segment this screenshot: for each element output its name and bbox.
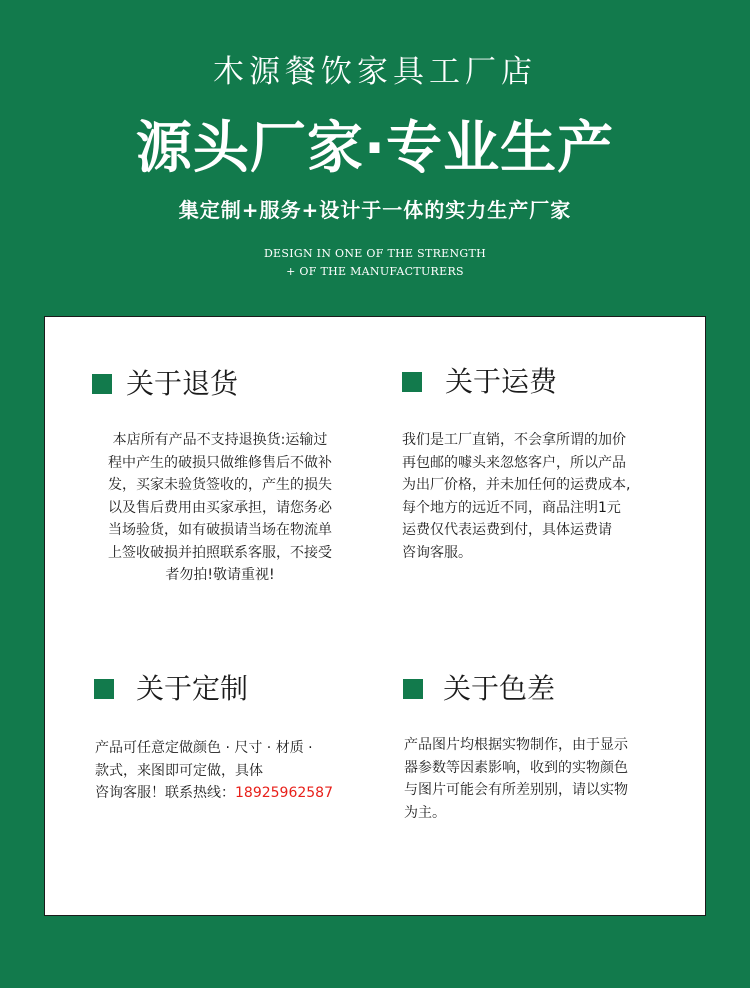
text-line: 程中产生的破损只做维修售后不做补 bbox=[108, 454, 332, 471]
text-line: 器参数等因素影响，收到的实物颜色 bbox=[404, 759, 628, 776]
text-line: 为出厂价格，并未加任何的运费成本, bbox=[402, 477, 631, 493]
text-line: 本店所有产品不支持退换货:运输过 bbox=[112, 432, 328, 448]
text-line: 当场验货，如有破损请当场在物流单 bbox=[108, 522, 332, 538]
section-color-title: 关于色差 bbox=[443, 672, 556, 705]
text-line: 每个地方的远近不同，商品注明1元 bbox=[402, 499, 621, 516]
section-shipping-text bbox=[402, 429, 682, 564]
contact-line bbox=[95, 782, 375, 805]
section-shipping-title: 关于运费 bbox=[445, 365, 558, 398]
text-line: 者勿拍!敬请重视! bbox=[165, 567, 275, 583]
green-square-icon bbox=[402, 372, 422, 392]
subtitle: 集定制+服务+设计于一体的实力生产厂家 bbox=[178, 198, 572, 222]
section-shipping-heading bbox=[402, 363, 702, 403]
text-line: 上签收破损并拍照联系客服，不接受 bbox=[108, 544, 332, 561]
text-line: 运费仅代表运费到付，具体运费请 bbox=[402, 522, 612, 538]
section-color-heading bbox=[403, 670, 703, 710]
text-line: 咨询客服。 bbox=[402, 544, 472, 561]
section-returns-title: 关于退货 bbox=[126, 367, 239, 400]
text-line: 产品可任意定做颜色 · 尺寸 · 材质 · bbox=[95, 740, 313, 756]
section-custom-title: 关于定制 bbox=[136, 672, 249, 705]
text-line: 再包邮的噱头来忽悠客户，所以产品 bbox=[402, 454, 626, 471]
green-square-icon bbox=[403, 679, 423, 699]
green-square-icon bbox=[92, 374, 112, 394]
main-title: 源头厂家·专业生产 bbox=[135, 116, 615, 181]
info-panel bbox=[44, 316, 706, 916]
text-line: 与图片可能会有所差别别，请以实物 bbox=[404, 782, 628, 798]
section-custom-text bbox=[95, 737, 375, 805]
english-tagline-2: + OF THE MANUFACTURERS bbox=[286, 265, 464, 278]
text-line: 为主。 bbox=[404, 804, 446, 821]
hotline-phone: 18925962587 bbox=[235, 785, 333, 801]
green-square-icon bbox=[94, 679, 114, 699]
section-color-text bbox=[404, 734, 684, 824]
section-returns-heading bbox=[92, 365, 392, 405]
text-line: 以及售后费用由买家承担，请您务必 bbox=[108, 499, 332, 516]
section-returns-text bbox=[84, 429, 356, 587]
section-custom-heading bbox=[94, 670, 394, 710]
contact-label: 咨询客服！联系热线： bbox=[95, 785, 235, 801]
text-line: 发，买家未验货签收的，产生的损失 bbox=[108, 477, 332, 493]
text-line: 我们是工厂直销，不会拿所谓的加价 bbox=[402, 432, 626, 448]
text-line: 产品图片均根据实物制作，由于显示 bbox=[404, 737, 628, 753]
shop-name: 木源餐饮家具工厂店 bbox=[213, 54, 537, 90]
header-banner bbox=[0, 0, 750, 310]
text-line: 款式，来图即可定做，具体 bbox=[95, 762, 263, 779]
english-tagline-1: DESIGN IN ONE OF THE STRENGTH bbox=[263, 247, 487, 260]
